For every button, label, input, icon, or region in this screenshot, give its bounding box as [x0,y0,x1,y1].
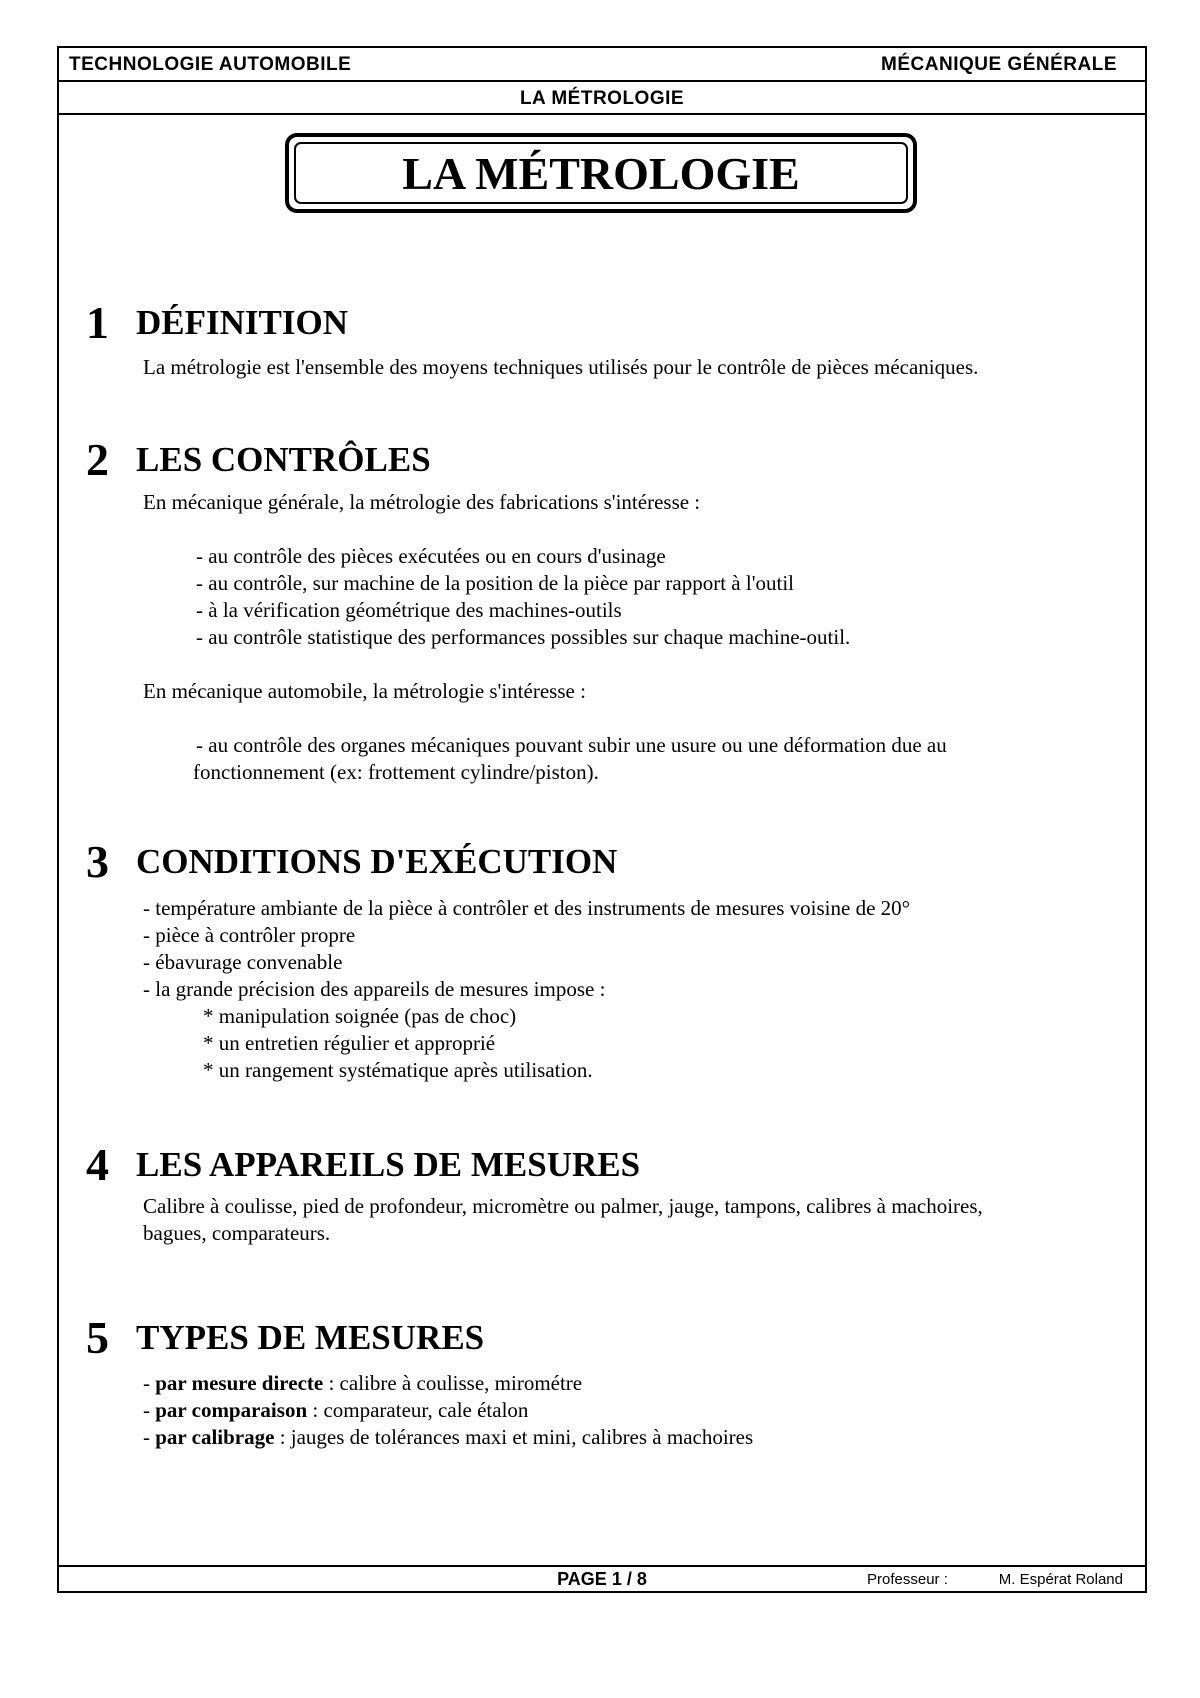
list-item-continuation: fonctionnement (ex: frottement cylindre/piston). [193,760,599,784]
paragraph: bagues, comparateurs. [143,1221,331,1245]
definition-text: La métrologie est l'ensemble des moyens techniques utilisés pour le contrôle de pièces mécaniques. [143,355,979,379]
header-subtitle-row [59,82,1145,115]
paragraph: En mécanique automobile, la métrologie s'intéresse : [143,679,586,703]
page-footer [59,1565,1145,1593]
list-item: - pièce à contrôler propre [143,923,356,947]
section-heading-4: 4 LES APPAREILS DE MESURES [86,1139,641,1190]
page-number: PAGE 1 / 8 [557,1569,647,1589]
paragraph: Calibre à coulisse, pied de profondeur, micromètre ou palmer, jauge, tampons, calibres à machoires, [143,1194,983,1218]
sub-list-item: * manipulation soignée (pas de choc) [203,1004,517,1028]
measure-type-item: - par calibrage : jauges de tolérances maxi et mini, calibres à machoires [143,1425,754,1449]
section-heading-3: 3 CONDITIONS D'EXÉCUTION [86,836,618,887]
header-left: TECHNOLOGIE AUTOMOBILE [69,54,352,75]
list-item: - au contrôle statistique des performances possibles sur chaque machine-outil. [196,625,851,649]
list-item: - à la vérification géométrique des machines-outils [196,598,622,622]
list-item: - ébavurage convenable [143,950,343,974]
section-heading-2: 2 LES CONTRÔLES [86,434,431,485]
page-frame [57,46,1147,1593]
list-item: - au contrôle des organes mécaniques pouvant subir une usure ou une déformation due au [196,733,947,757]
professor-name: M. Espérat Roland [998,1571,1123,1588]
sub-list-item: * un entretien régulier et approprié [203,1031,496,1055]
list-item: - température ambiante de la pièce à contrôler et des instruments de mesures voisine de 20° [143,896,911,920]
page-title: LA MÉTROLOGIE [294,142,908,204]
list-item: - au contrôle des pièces exécutées ou en cours d'usinage [196,544,666,568]
list-item: - la grande précision des appareils de mesures impose : [143,977,606,1001]
title-box [285,133,917,213]
sub-list-item: * un rangement systématique après utilisation. [203,1058,593,1082]
measure-type-item: - par comparaison : comparateur, cale étalon [143,1398,529,1422]
section-heading-1: 1 DÉFINITION [86,297,348,348]
paragraph: En mécanique générale, la métrologie des fabrications s'intéresse : [143,490,701,514]
measure-type-item: - par mesure directe : calibre à coulisse, mirométre [143,1371,583,1395]
section-heading-5: 5 TYPES DE MESURES [86,1312,485,1363]
header-right: MÉCANIQUE GÉNÉRALE [881,54,1117,75]
professor-label: Professeur : [867,1571,948,1588]
header-row [59,48,1145,82]
header-subtitle: LA MÉTROLOGIE [519,88,685,109]
list-item: - au contrôle, sur machine de la position de la pièce par rapport à l'outil [196,571,794,595]
